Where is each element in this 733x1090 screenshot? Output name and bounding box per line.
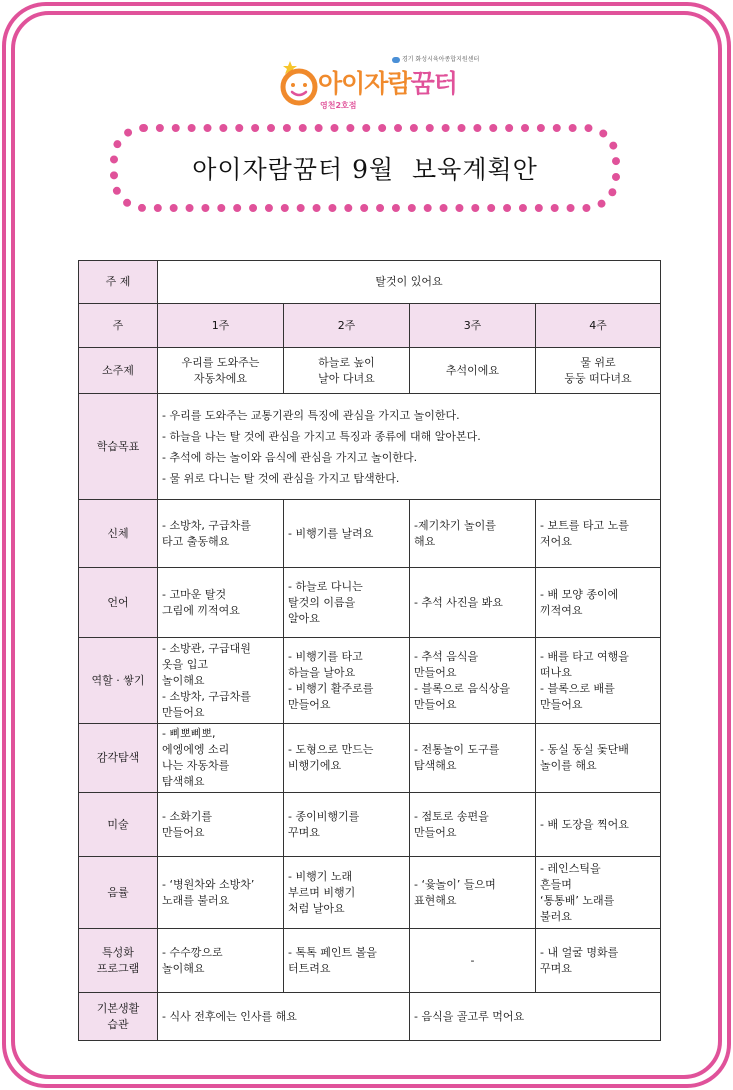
week-header: 4주 bbox=[536, 304, 661, 348]
subtopic-cell: 추석이에요 bbox=[410, 348, 536, 394]
activity-cell: - 배 도장을 찍어요 bbox=[536, 793, 661, 857]
plan-table bbox=[78, 260, 661, 1041]
activity-row bbox=[79, 568, 661, 638]
logo-name bbox=[318, 64, 457, 100]
activity-cell: - 하늘로 다니는 탈것의 이름을 알아요 bbox=[284, 568, 410, 638]
week-header: 1주 bbox=[158, 304, 284, 348]
activity-cell: - 고마운 탈것 그림에 끼적여요 bbox=[158, 568, 284, 638]
activity-label: 역할 · 쌓기 bbox=[79, 638, 158, 724]
logo-org-label: 경기 화성시육아종합지원센터 bbox=[392, 54, 479, 63]
activity-row bbox=[79, 929, 661, 993]
activity-cell: - ‘병원차와 소방차’ 노래를 불러요 bbox=[158, 857, 284, 929]
activity-cell: - 비행기 노래 부르며 비행기 처럼 날아요 bbox=[284, 857, 410, 929]
subtopic-cell: 우리를 도와주는 자동차에요 bbox=[158, 348, 284, 394]
activity-label: 감각탐색 bbox=[79, 724, 158, 793]
habit-label: 기본생활 습관 bbox=[79, 993, 158, 1041]
activity-cell: - 추석 음식을 만들어요 - 블록으로 음식상을 만들어요 bbox=[410, 638, 536, 724]
page-title: 아이자람꿈터 9월 보육계획안 bbox=[192, 155, 538, 184]
activity-row bbox=[79, 857, 661, 929]
goal-item: - 하늘을 나는 탈 것에 관심을 가지고 특징과 종류에 대해 알아본다. bbox=[162, 429, 481, 443]
goals-label: 학습목표 bbox=[79, 394, 158, 500]
activity-cell: - 추석 사진을 봐요 bbox=[410, 568, 536, 638]
activity-cell: - 레인스틱을 흔들며 ‘통통배’ 노래를 불러요 bbox=[536, 857, 661, 929]
week-row bbox=[79, 304, 661, 348]
activity-cell: - 수수깡으로 놀이해요 bbox=[158, 929, 284, 993]
activity-cell: - 도형으로 만드는 비행기에요 bbox=[284, 724, 410, 793]
activity-cell: - 톡톡 페인트 볼을 터트려요 bbox=[284, 929, 410, 993]
activity-row bbox=[79, 724, 661, 793]
activity-cell: - 소방관, 구급대원 옷을 입고 놀이해요 - 소방차, 구급차를 만들어요 bbox=[158, 638, 284, 724]
activity-row bbox=[79, 793, 661, 857]
activity-cell: - 삐뽀삐뽀, 에엥에엥 소리 나는 자동차를 탐색해요 bbox=[158, 724, 284, 793]
theme-label: 주 제 bbox=[79, 261, 158, 304]
activity-cell: - 동실 동실 돛단배 놀이를 해요 bbox=[536, 724, 661, 793]
logo bbox=[272, 52, 482, 116]
activity-cell: - 전통놀이 도구를 탐색해요 bbox=[410, 724, 536, 793]
habit-cell: - 음식을 골고루 먹어요 bbox=[410, 993, 661, 1041]
activity-cell: -제기차기 놀이를 해요 bbox=[410, 500, 536, 568]
activity-label: 특성화 프로그램 bbox=[79, 929, 158, 993]
activity-cell: - 보트를 타고 노를 저어요 bbox=[536, 500, 661, 568]
habit-cell: - 식사 전후에는 인사를 해요 bbox=[158, 993, 410, 1041]
activity-label: 신체 bbox=[79, 500, 158, 568]
logo-name-part2: 꿈터 bbox=[410, 69, 457, 98]
activity-label: 미술 bbox=[79, 793, 158, 857]
goal-item: - 우리를 도와주는 교통기관의 특징에 관심을 가지고 놀이한다. bbox=[162, 408, 460, 422]
activity-cell: - 비행기를 날려요 bbox=[284, 500, 410, 568]
week-label: 주 bbox=[79, 304, 158, 348]
activity-cell: - 배를 타고 여행을 떠나요 - 블록으로 배를 만들어요 bbox=[536, 638, 661, 724]
activity-row bbox=[79, 638, 661, 724]
subtopic-cell: 물 위로 둥둥 떠다녀요 bbox=[536, 348, 661, 394]
goal-item: - 물 위로 다니는 탈 것에 관심을 가지고 탐색한다. bbox=[162, 471, 400, 485]
activity-cell: - 소방차, 구급차를 타고 출동해요 bbox=[158, 500, 284, 568]
subtopic-row bbox=[79, 348, 661, 394]
activity-cell: - 종이비행기를 꾸며요 bbox=[284, 793, 410, 857]
logo-branch: 영천2호점 bbox=[320, 101, 357, 110]
logo-name-part1: 아이자람 bbox=[318, 69, 411, 98]
activity-cell: - 소화기를 만들어요 bbox=[158, 793, 284, 857]
activity-cell: - ‘윷놀이’ 들으며 표현해요 bbox=[410, 857, 536, 929]
subtopic-cell: 하늘로 높이 날아 다녀요 bbox=[284, 348, 410, 394]
week-header: 2주 bbox=[284, 304, 410, 348]
activity-cell: - 배 모양 종이에 끼적여요 bbox=[536, 568, 661, 638]
goal-item: - 추석에 하는 놀이와 음식에 관심을 가지고 놀이한다. bbox=[162, 450, 418, 464]
goals-cell bbox=[158, 394, 661, 500]
org-mark-icon bbox=[392, 57, 400, 63]
activity-cell: - 비행기를 타고 하늘을 날아요 - 비행기 활주로를 만들어요 bbox=[284, 638, 410, 724]
theme-row bbox=[79, 261, 661, 304]
activity-label: 음률 bbox=[79, 857, 158, 929]
theme-value: 탈것이 있어요 bbox=[158, 261, 661, 304]
week-header: 3주 bbox=[410, 304, 536, 348]
child-face-logo-icon bbox=[276, 60, 322, 106]
activity-label: 언어 bbox=[79, 568, 158, 638]
goals-row bbox=[79, 394, 661, 500]
title-box bbox=[110, 124, 620, 212]
activity-cell: - 내 얼굴 명화를 꾸며요 bbox=[536, 929, 661, 993]
activity-row bbox=[79, 500, 661, 568]
activity-cell: - 점토로 송편을 만들어요 bbox=[410, 793, 536, 857]
activity-cell: - bbox=[410, 929, 536, 993]
habit-row bbox=[79, 993, 661, 1041]
subtopic-label: 소주제 bbox=[79, 348, 158, 394]
